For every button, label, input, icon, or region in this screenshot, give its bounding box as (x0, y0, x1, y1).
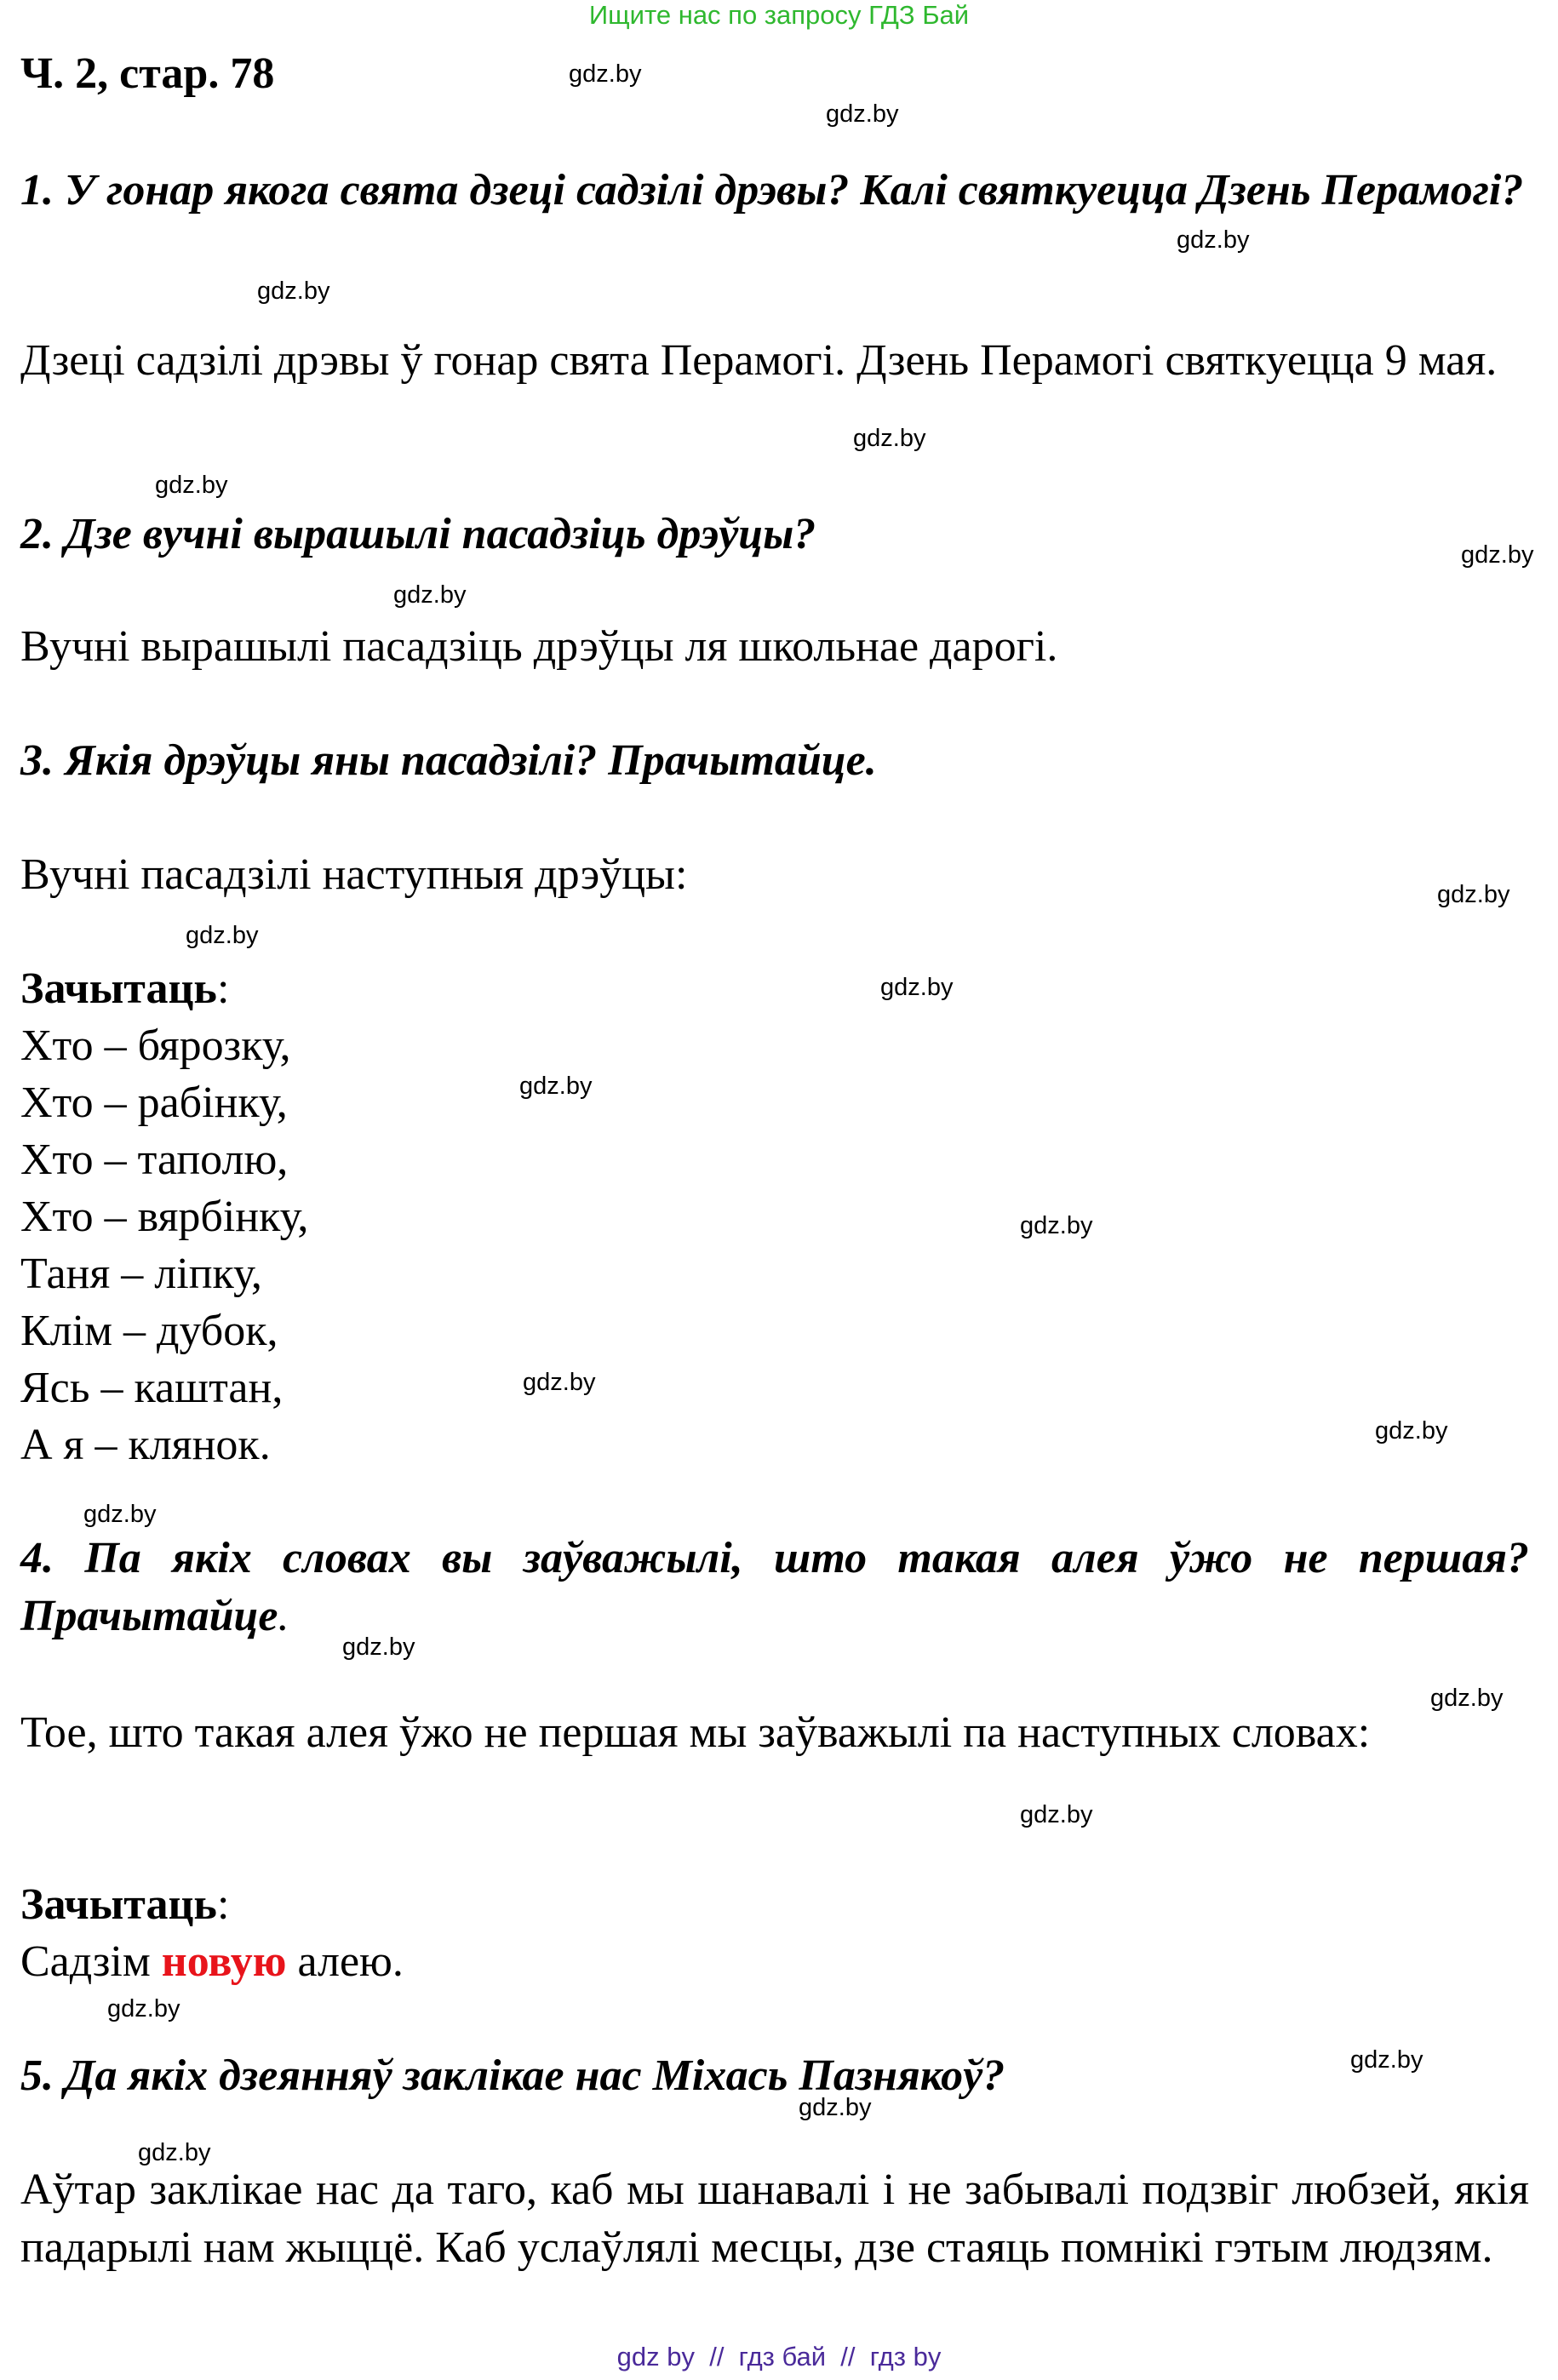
watermark: gdz.by (826, 100, 899, 128)
page-title: Ч. 2, стар. 78 (20, 49, 275, 98)
question-4 (20, 1530, 1529, 1645)
watermark: gdz.by (186, 922, 259, 949)
poem-line: Хто – бярозку, (20, 1021, 291, 1070)
question-4-text: 4. Па якіх словах вы заўважылі, што такая алея ўжо не першая? Прачытайце (20, 1534, 1529, 1640)
watermark: gdz.by (569, 60, 642, 88)
answer-5: Аўтар заклікае нас да таго, каб мы шанавалі і не забывалі подзвіг любзей, якія падарылі нам жыццё. Каб услаўлялі месцы, дзе стаяць помнікі гэтым людзям. (20, 2165, 1529, 2272)
question-2: 2. Дзе вучні вырашылі пасадзіць дрэўцы? (20, 510, 816, 558)
watermark: gdz.by (1461, 541, 1534, 569)
quote-highlight: новую (161, 1937, 287, 1986)
poem-line: Хто – вярбінку, (20, 1193, 309, 1241)
footer-links[interactable]: gdz by // гдз бай // гдз by (616, 2342, 942, 2371)
watermark: gdz.by (1430, 1685, 1504, 1712)
watermark: gdz.by (523, 1369, 596, 1396)
watermark: gdz.by (1020, 1212, 1093, 1239)
watermark: gdz.by (393, 581, 467, 609)
answer-3: Вучні пасадзілі наступныя дрэўцы: (20, 850, 688, 899)
top-banner[interactable]: Ищите нас по запросу ГДЗ Бай (588, 0, 970, 30)
watermark: gdz.by (257, 277, 330, 305)
read-label-text: Зачытаць (20, 1880, 217, 1929)
watermark: gdz.by (138, 2139, 211, 2166)
quote-after: алею. (286, 1937, 404, 1986)
quote-4 (20, 1933, 404, 1991)
watermark: gdz.by (155, 472, 228, 499)
poem-line: Хто – рабінку, (20, 1078, 288, 1127)
poem-line: Хто – таполю, (20, 1136, 289, 1184)
question-3: 3. Якія дрэўцы яны пасадзілі? Прачытайце. (20, 736, 877, 785)
answer-1: Дзеці садзілі дрэвы ў гонар свята Перамогі. Дзень Перамогі святкуецца 9 мая. (20, 336, 1498, 385)
question-5: 5. Да якіх дзеянняў заклікае нас Міхась Пазнякоў? (20, 2051, 1005, 2100)
watermark: gdz.by (799, 2094, 872, 2121)
watermark: gdz.by (342, 1633, 415, 1661)
watermark: gdz.by (1375, 1417, 1448, 1445)
watermark: gdz.by (1020, 1801, 1093, 1828)
watermark: gdz.by (880, 974, 954, 1001)
poem-line: А я – клянок. (20, 1421, 271, 1469)
read-label-4: Зачытаць: (20, 1880, 230, 1929)
quote-before: Садзім (20, 1937, 162, 1986)
watermark: gdz.by (519, 1073, 593, 1100)
watermark: gdz.by (1177, 226, 1250, 254)
poem-line: Таня – ліпку, (20, 1250, 262, 1298)
watermark: gdz.by (1350, 2046, 1423, 2074)
question-4-period: . (278, 1592, 289, 1640)
question-1: 1. У гонар якога свята дзеці садзілі дрэвы? Калі святкуецца Дзень Перамогі? (20, 166, 1524, 215)
watermark: gdz.by (1437, 881, 1510, 908)
poem-line: Клім – дубок, (20, 1307, 278, 1355)
watermark: gdz.by (83, 1501, 157, 1528)
answer-4: Тое, што такая алея ўжо не першая мы заўважылі па наступных словах: (20, 1708, 1371, 1757)
poem-line: Ясь – каштан, (20, 1364, 284, 1412)
watermark: gdz.by (853, 425, 926, 452)
watermark: gdz.by (107, 1995, 180, 2022)
answer-2: Вучні вырашылі пасадзіць дрэўцы ля школьнае дарогі. (20, 622, 1058, 671)
read-label-3: Зачытаць: (20, 964, 230, 1013)
read-label-text: Зачытаць (20, 964, 217, 1013)
